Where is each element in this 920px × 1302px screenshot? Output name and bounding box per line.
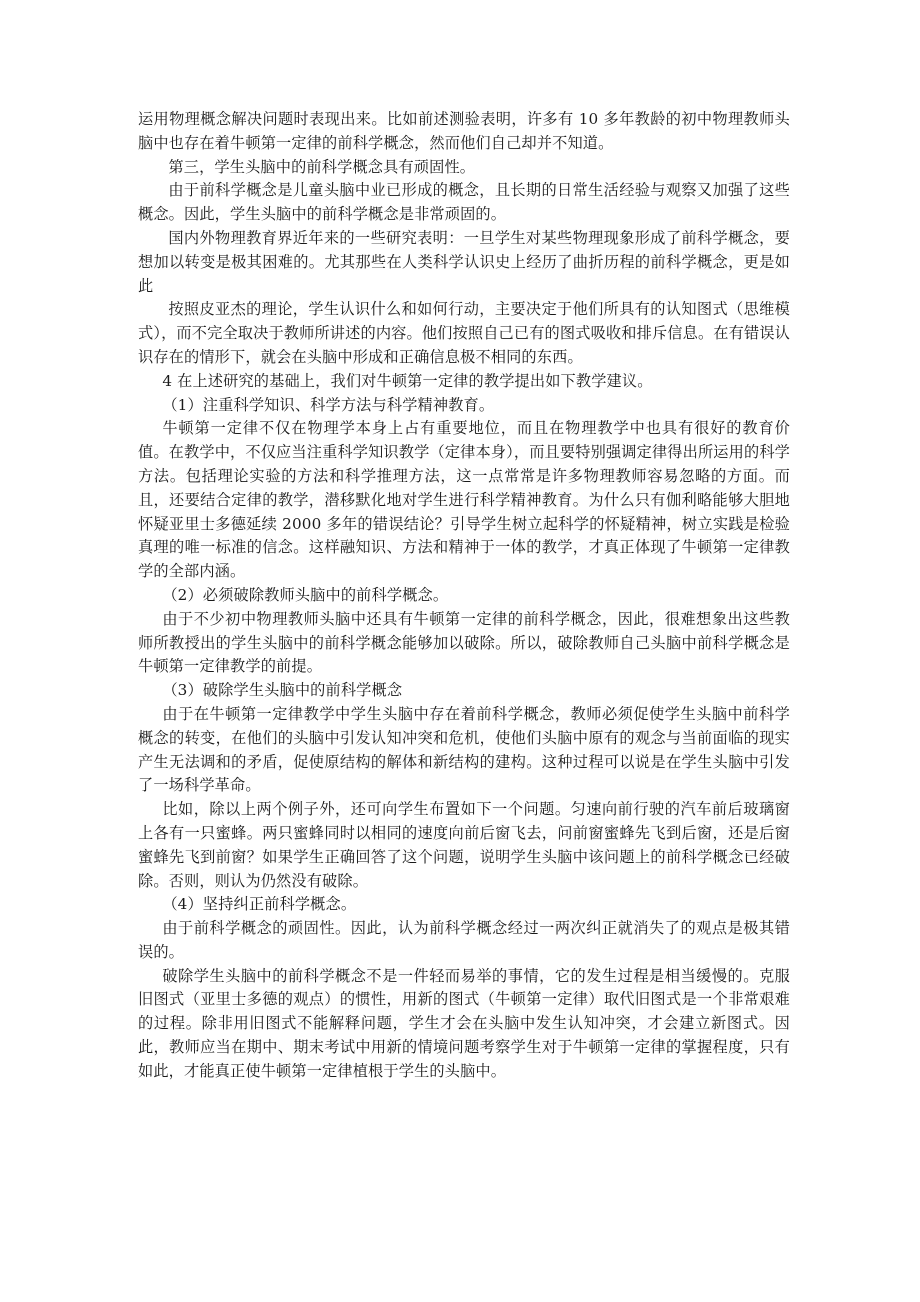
paragraph: 破除学生头脑中的前科学概念不是一件轻而易举的事情，它的发生过程是相当缓慢的。克服旧图式（亚里士多德的观点）的惯性，用新的图式（牛顿第一定律）取代旧图式是一个非常艰难的过程。除非用旧图式不能解释问题，学生才会在头脑中发生认知冲突，才会建立新图式。因此，教师应当在期中、期末考试中用新的情境问题考察学生对于牛顿第一定律的掌握程度，只有如此，才能真正使牛顿第一定律植根于学生的头脑中。	[138, 966, 790, 1080]
paragraph: 由于前科学概念的顽固性。因此，认为前科学概念经过一两次纠正就消失了的观点是极其错误的。	[138, 919, 790, 961]
subsection-heading: （3）破除学生头脑中的前科学概念	[162, 681, 403, 700]
paragraph: 运用物理概念解决问题时表现出来。比如前述测验表明，许多有 10 多年教龄的初中物理教师头脑中也存在着牛顿第一定律的前科学概念，然而他们自己却并不知道。	[138, 110, 790, 152]
subsection-heading: （2）必须破除教师头脑中的前科学概念。	[162, 585, 449, 604]
subsection-heading: （1）注重科学知识、科学方法与科学精神教育。	[162, 395, 495, 414]
paragraph: 由于在牛顿第一定律教学中学生头脑中存在着前科学概念，教师必须促使学生头脑中前科学概念的转变，在他们的头脑中引发认知冲突和危机，使他们头脑中原有的观念与当前面临的现实产生无法调和的矛盾，促使原结构的解体和新结构的建构。这种过程可以说是在学生头脑中引发了一场科学革命。	[138, 704, 790, 795]
paragraph: 按照皮亚杰的理论，学生认识什么和如何行动，主要决定于他们所具有的认知图式（思维模式），而不完全取决于教师所讲述的内容。他们按照自己已有的图式吸收和排斥信息。在有错误认识存在的情形下，就会在头脑中形成和正确信息极不相同的东西。	[138, 300, 790, 366]
paragraph: 比如，除以上两个例子外，还可向学生布置如下一个问题。匀速向前行驶的汽车前后玻璃窗上各有一只蜜蜂。两只蜜蜂同时以相同的速度向前后窗飞去，问前窗蜜蜂先飞到后窗，还是后窗蜜蜂先飞到前窗？如果学生正确回答了这个问题，说明学生头脑中该问题上的前科学概念已经破除。否则，则认为仍然没有破除。	[138, 800, 790, 890]
paragraph: 牛顿第一定律不仅在物理学本身上占有重要地位，而且在物理教学中也具有很好的教育价值。在教学中，不仅应当注重科学知识教学（定律本身），而且要特别强调定律得出所运用的科学方法。包括理论实验的方法和科学推理方法，这一点常常是许多物理教师容易忽略的方面。而且，还要结合定律的教学，潜移默化地对学生进行科学精神教育。为什么只有伽利略能够大胆地怀疑亚里士多德延续 2000 多年的错误结论？引导学生树立起科学的怀疑精神，树立实践是检验真理的唯一标准的信念。这样融知识、方法和精神于一体的教学，才真正体现了牛顿第一定律教学的全部内涵。	[138, 419, 790, 581]
paragraph: 由于不少初中物理教师头脑中还具有牛顿第一定律的前科学概念，因此，很难想象出这些教师所教授出的学生头脑中的前科学概念能够加以破除。所以，破除教师自己头脑中前科学概念是牛顿第一定律教学的前提。	[138, 609, 790, 676]
subsection-heading: （4）坚持纠正前科学概念。	[162, 895, 357, 914]
document-body	[138, 108, 790, 1084]
paragraph: 国内外物理教育界近年来的一些研究表明：一旦学生对某些物理现象形成了前科学概念，要想加以转变是极其困难的。尤其那些在人类科学认识史上经历了曲折历程的前科学概念，更是如此	[138, 228, 790, 295]
paragraph: 由于前科学概念是儿童头脑中业已形成的概念，且长期的日常生活经验与观察又加强了这些概念。因此，学生头脑中的前科学概念是非常顽固的。	[138, 181, 790, 224]
paragraph: 第三，学生头脑中的前科学概念具有顽固性。	[168, 157, 476, 176]
section-heading: 4 在上述研究的基础上，我们对牛顿第一定律的教学提出如下教学建议。	[162, 371, 653, 390]
